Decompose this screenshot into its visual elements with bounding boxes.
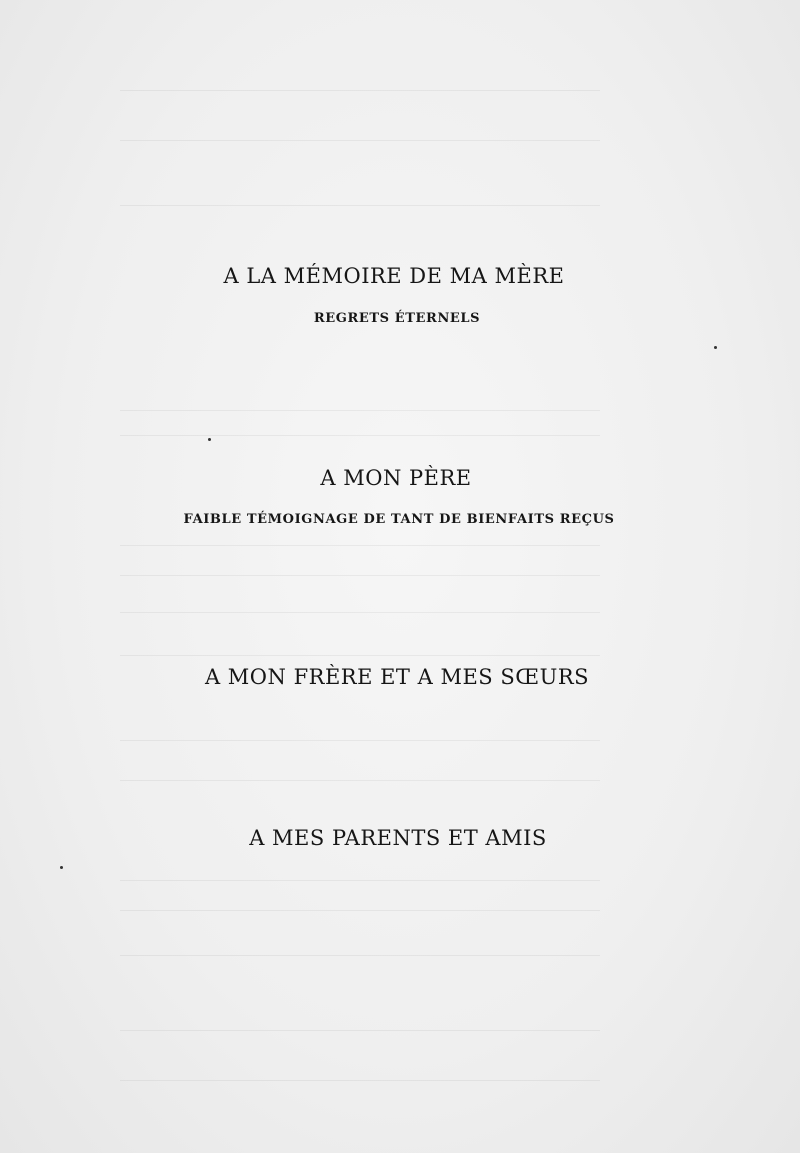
show-through-line xyxy=(120,1080,600,1081)
dedication-father-subtitle: FAIBLE TÉMOIGNAGE DE TANT DE BIENFAITS REÇUS xyxy=(183,512,615,527)
show-through-line xyxy=(120,1030,600,1031)
show-through-line xyxy=(120,655,600,656)
show-through-line xyxy=(120,205,600,206)
show-through-line xyxy=(120,612,600,613)
dedication-mother-subtitle: REGRETS ÉTERNELS xyxy=(313,311,481,326)
show-through-line xyxy=(120,910,600,911)
show-through-line xyxy=(120,740,600,741)
dedication-siblings: A MON FRÈRE ET A MES SŒURS xyxy=(204,665,590,689)
show-through-line xyxy=(120,90,600,91)
dedication-mother: A LA MÉMOIRE DE MA MÈRE xyxy=(223,264,565,288)
show-through-line xyxy=(120,545,600,546)
dedication-relatives: A MES PARENTS ET AMIS xyxy=(249,826,547,850)
show-through-line xyxy=(120,780,600,781)
show-through-line xyxy=(120,435,600,436)
show-through-line xyxy=(120,140,600,141)
show-through-line xyxy=(120,575,600,576)
dedication-father: A MON PÈRE xyxy=(320,466,472,490)
show-through-line xyxy=(120,410,600,411)
show-through-line xyxy=(120,955,600,956)
show-through-line xyxy=(120,880,600,881)
